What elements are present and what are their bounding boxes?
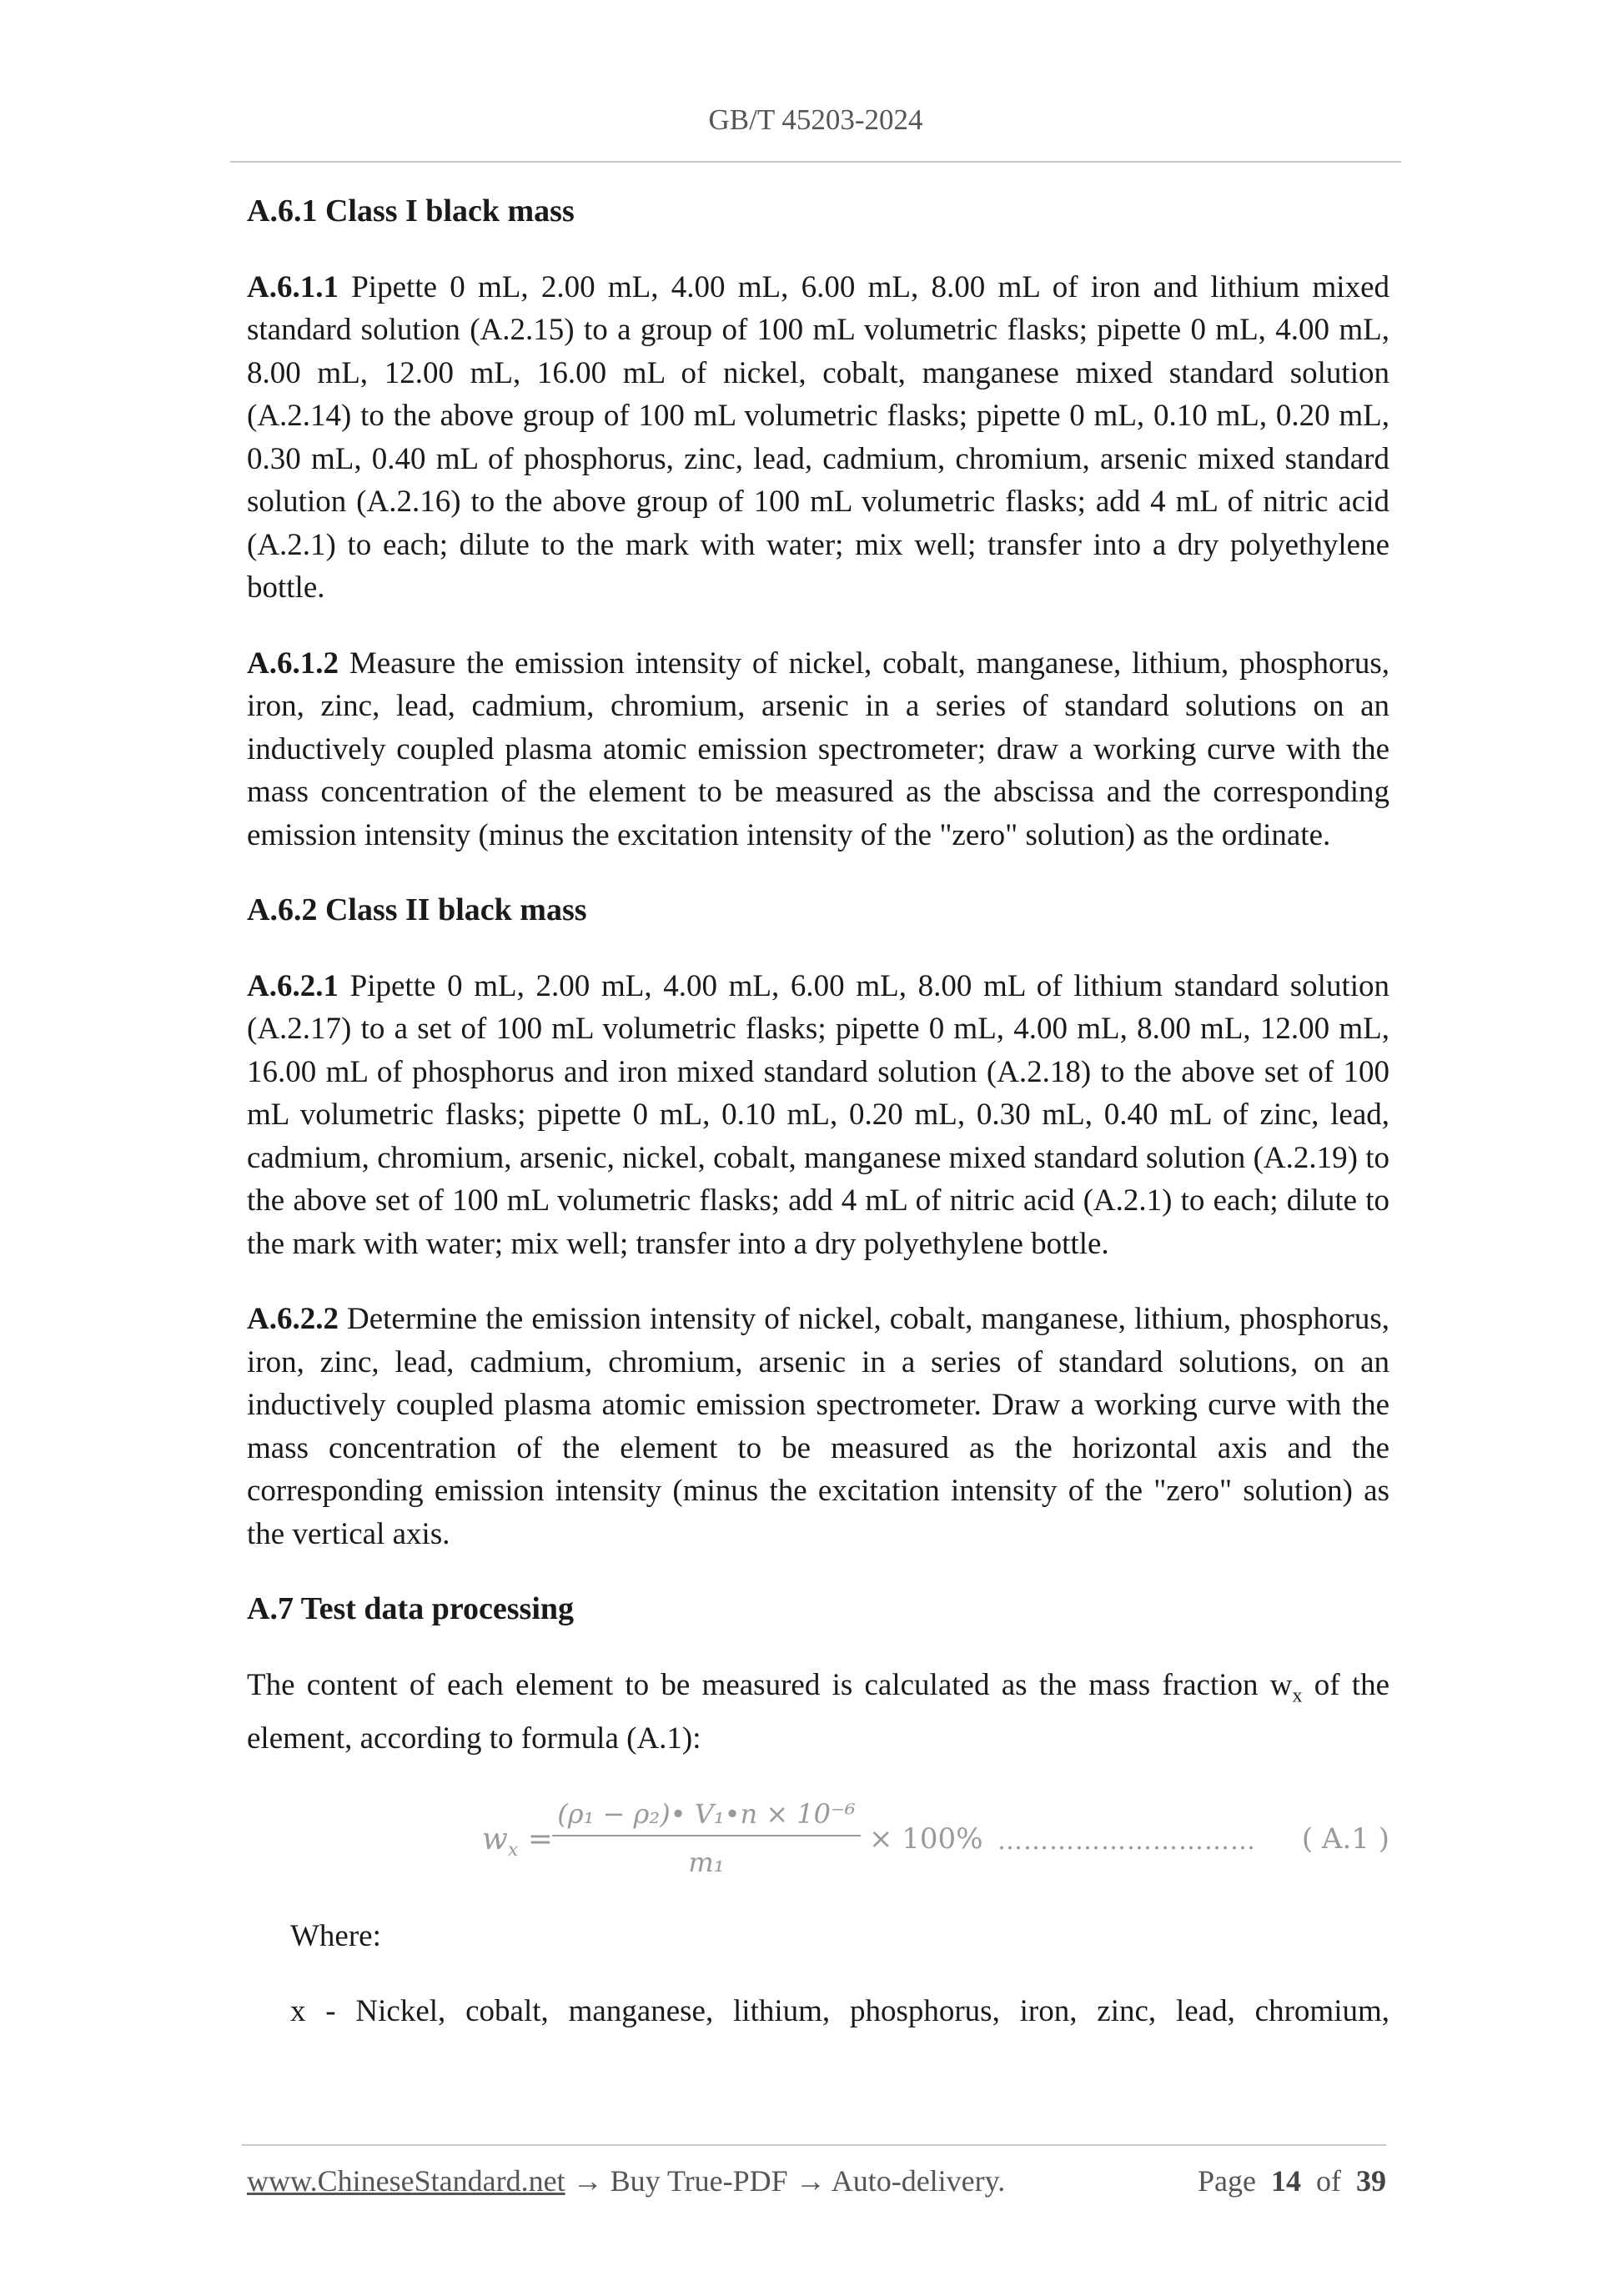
intro-subscript: x	[1292, 1684, 1303, 1706]
document-header	[230, 103, 1401, 137]
formula-intro	[247, 1664, 1389, 1761]
intro-text-end: of the element, according to formula (A.1):	[247, 1667, 1390, 1756]
where-label: Where:	[290, 1918, 381, 1953]
clause-a612	[247, 642, 1389, 857]
clause-a622	[247, 1298, 1389, 1555]
formula-a1	[247, 1793, 1389, 1883]
clause-number: A.6.2.1	[247, 968, 339, 1003]
formula-number: ( A.1 )	[1301, 1821, 1389, 1856]
clause-a611	[247, 266, 1389, 610]
clause-text: Pipette 0 mL, 2.00 mL, 4.00 mL, 6.00 mL, 8.00 mL of iron and lithium mixed standard solution (A.2.15) to a group of 100 mL volumetric flasks; pipette 0 mL, 4.00 mL, 8.00 mL, 12.00 mL, 16.00 mL of nickel, cobalt, manganese mixed standard solution (A.2.14) to the above group of 100 mL volumetric flasks; pipette 0 mL, 0.10 mL, 0.20 mL, 0.30 mL, 0.40 mL of phosphorus, zinc, lead, cadmium, chromium, arsenic mixed standard solution (A.2.16) to the above group of 100 mL volumetric flasks; add 4 mL of nitric acid (A.2.1) to each; dilute to the mark with water; mix well; transfer into a dry polyethylene bottle.	[247, 269, 1389, 605]
formula-denominator: m₁	[688, 1846, 725, 1878]
formula-multiplier: × 100%	[869, 1821, 983, 1856]
section-heading-a7: A.7 Test data processing	[247, 1591, 575, 1626]
fraction-bar	[552, 1835, 861, 1836]
header-divider	[230, 161, 1401, 163]
clause-number: A.6.2.2	[247, 1302, 339, 1336]
page-word: Page	[1198, 2164, 1256, 2198]
formula-leader-dots: …………………………	[997, 1826, 1256, 1856]
clause-text: Determine the emission intensity of nickel, cobalt, manganese, lithium, phosphorus, iron, zinc, lead, cadmium, chromium, arsenic in a series of standard solutions, on an inductively coupled plasma atomic emission spectrometer. Draw a working curve with the mass concentration of the element to be measured as the horizontal axis and the corresponding emission intensity (minus the excitation intensity of the "zero" solution) as the vertical axis.	[247, 1302, 1390, 1551]
of-word: of	[1316, 2164, 1341, 2198]
clause-a621	[247, 965, 1389, 1266]
arrow-icon: →	[787, 2164, 832, 2198]
section-heading-a61: A.6.1 Class I black mass	[247, 193, 575, 229]
clause-number: A.6.1.2	[247, 646, 339, 681]
page-number: 14	[1271, 2164, 1301, 2198]
clause-text: Measure the emission intensity of nickel, cobalt, manganese, lithium, phosphorus, iron, zinc, lead, cadmium, chromium, arsenic in a series of standard solutions on an inductively coupled plasma atomic emission spectrometer; draw a working curve with the mass concentration of the element to be measured as the abscissa and the corresponding emission intensity (minus the excitation intensity of the "zero" solution) as the ordinate.	[247, 646, 1390, 852]
delivery-text: Auto-delivery.	[831, 2164, 1006, 2198]
intro-text-start: The content of each element to be measured is calculated as the mass fraction w	[247, 1667, 1293, 1702]
clause-number: A.6.1.1	[247, 269, 339, 304]
footer-divider	[242, 2144, 1386, 2146]
buy-pdf-link[interactable]: Buy True-PDF	[610, 2164, 788, 2198]
clause-text: Pipette 0 mL, 2.00 mL, 4.00 mL, 6.00 mL, 8.00 mL of lithium standard solution (A.2.17) to a set of 100 mL volumetric flasks; pipette 0 mL, 4.00 mL, 8.00 mL, 12.00 mL, 16.00 mL of phosphorus and iron mixed standard solution (A.2.18) to the above set of 100 mL volumetric flasks; pipette 0 mL, 0.10 mL, 0.20 mL, 0.30 mL, 0.40 mL of zinc, lead, cadmium, chromium, arsenic, nickel, cobalt, manganese mixed standard solution (A.2.19) to the above set of 100 mL volumetric flasks; add 4 mL of nitric acid (A.2.1) to each; dilute to the mark with water; mix well; transfer into a dry polyethylene bottle.	[247, 968, 1389, 1261]
arrow-icon: →	[565, 2164, 611, 2198]
formula-numerator: (ρ₁ − ρ₂)• V₁•n × 10⁻⁶	[557, 1797, 856, 1830]
page-indicator	[1198, 2163, 1386, 2198]
page-total: 39	[1356, 2164, 1386, 2198]
section-heading-a62: A.6.2 Class II black mass	[247, 892, 587, 927]
site-link[interactable]: www.ChineseStandard.net	[247, 2164, 565, 2198]
page-body	[247, 190, 1389, 2066]
formula-fraction	[552, 1793, 861, 1885]
formula-lhs: $w_x$ =	[482, 1821, 553, 1861]
variable-definition-x: x - Nickel, cobalt, manganese, lithium, phosphorus, iron, zinc, lead, chromium,	[290, 1994, 1389, 2029]
standard-number: GB/T 45203-2024	[708, 103, 923, 136]
page-footer	[247, 2163, 1386, 2198]
